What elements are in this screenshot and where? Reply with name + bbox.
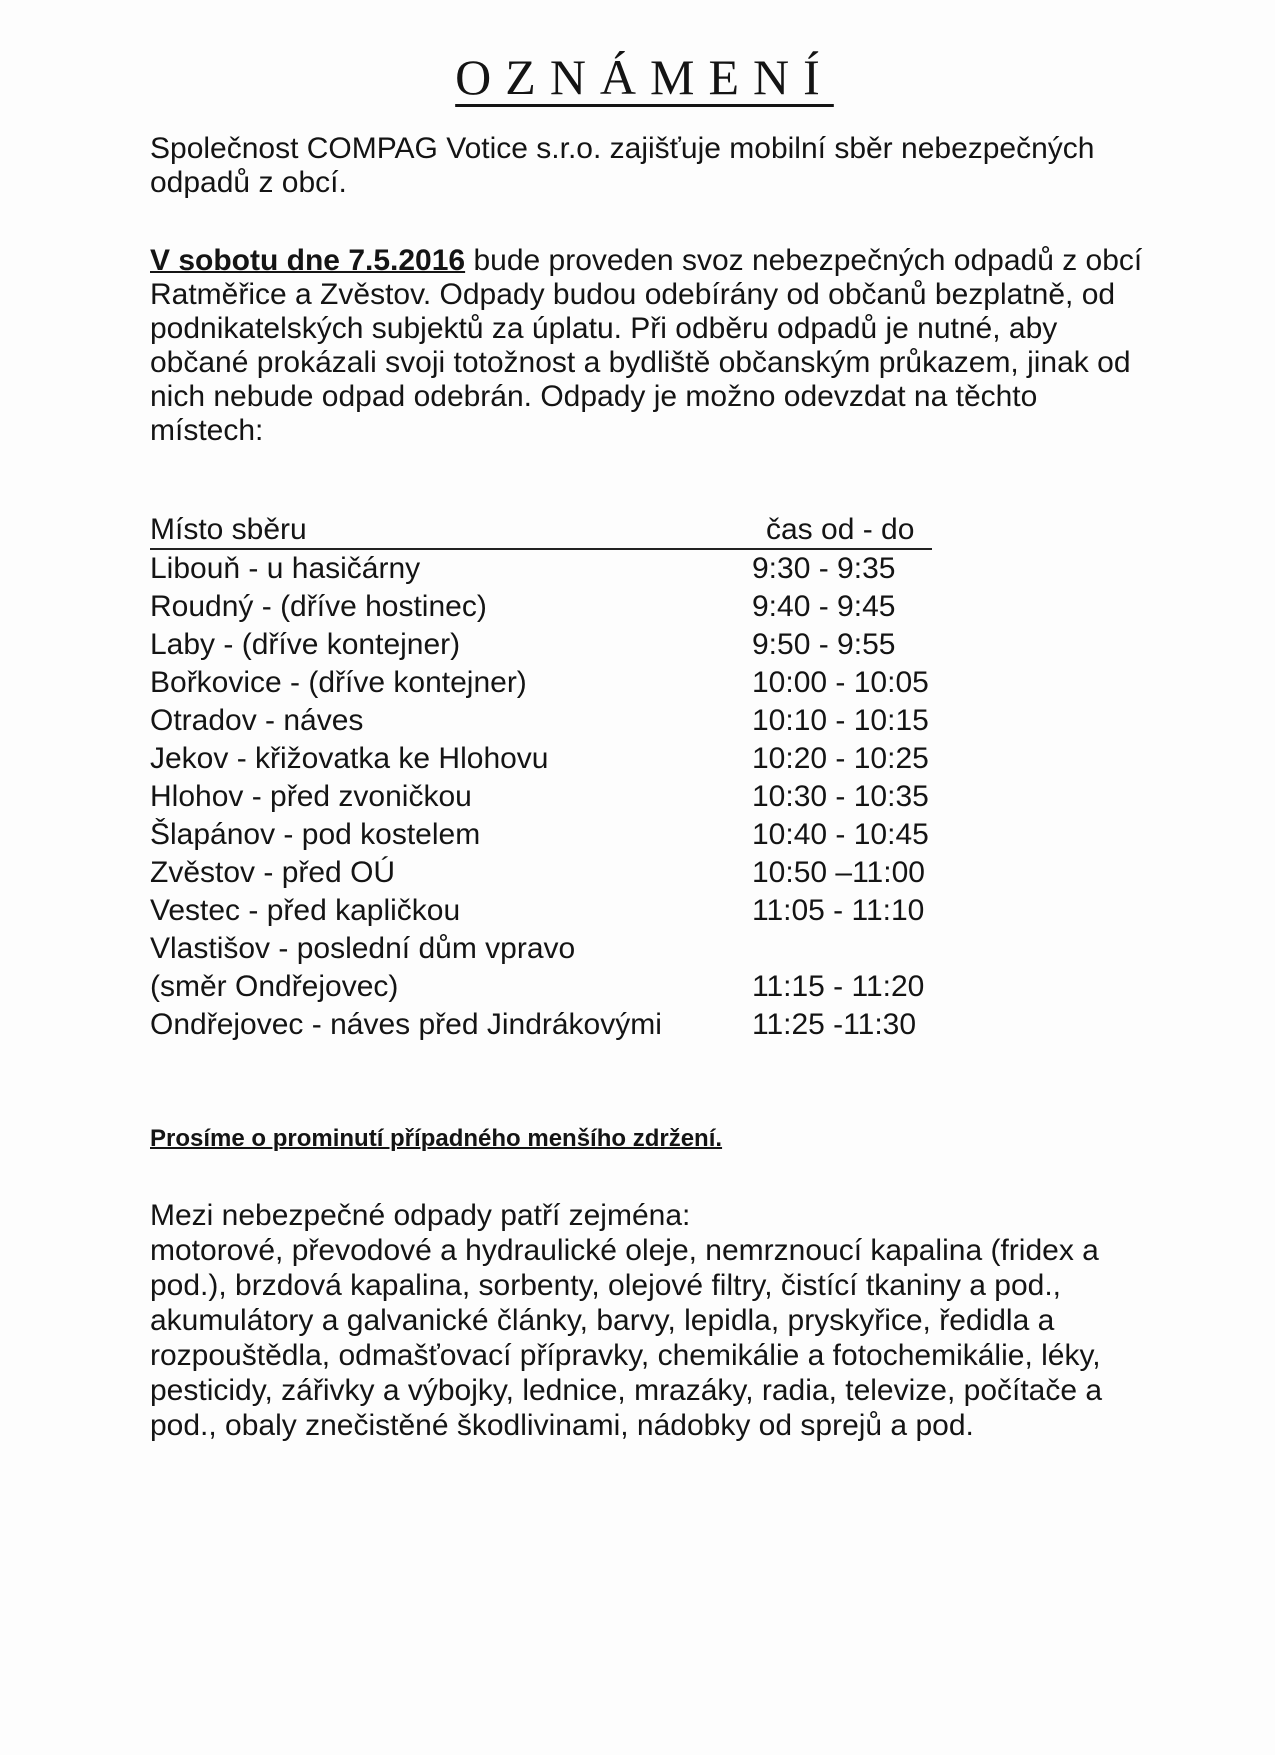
schedule-header-time: čas od - do bbox=[766, 513, 915, 546]
schedule-time: 10:10 - 10:15 bbox=[752, 704, 929, 737]
collection-schedule-table bbox=[150, 512, 1000, 1044]
schedule-location: Šlapánov - pod kostelem bbox=[150, 818, 481, 851]
schedule-time: 9:30 - 9:35 bbox=[752, 552, 896, 585]
hazardous-waste-section bbox=[150, 1198, 1150, 1443]
hazardous-waste-heading: Mezi nebezpečné odpady patří zejména: bbox=[150, 1199, 691, 1232]
announcement-text: bude proveden svoz nebezpečných odpadů z obcí Ratměřice a Zvěstov. Odpady budou odebírány od občanů bezplatně, od podnikatelských subjektů za úplatu. Při odběru odpadů je nutné, aby občané prokázali svoji totožnost a bydliště občanským průkazem, jinak od nich nebude odpad odebrán. Odpady je možno odevzdat na těchto místech: bbox=[150, 244, 1143, 447]
hazardous-waste-list: motorové, převodové a hydraulické oleje, nemrznoucí kapalina (fridex a pod.), brzdová kapalina, sorbenty, olejové filtry, čistící tkaniny a pod., akumulátory a galvanické články, barvy, lepidla, pryskyřice, ředidla a rozpouštědla, odmašťovací přípravky, chemikálie a fotochemikálie, léky, pesticidy, zářivky a výbojky, lednice, mrazáky, radia, televize, počítače a pod., obaly znečistěné škodlivinami, nádobky od sprejů a pod. bbox=[150, 1234, 1103, 1442]
schedule-location: Roudný - (dříve hostinec) bbox=[150, 590, 487, 623]
schedule-row bbox=[150, 1006, 1000, 1044]
schedule-location: Otradov - náves bbox=[150, 704, 364, 737]
schedule-time: 10:40 - 10:45 bbox=[752, 818, 929, 851]
schedule-location: Zvěstov - před OÚ bbox=[150, 856, 396, 889]
schedule-row bbox=[150, 968, 1000, 1006]
schedule-time: 11:05 - 11:10 bbox=[752, 894, 925, 927]
schedule-location: Ondřejovec - náves před Jindrákovými bbox=[150, 1008, 662, 1041]
schedule-time: 9:50 - 9:55 bbox=[752, 628, 896, 661]
schedule-row bbox=[150, 626, 1000, 664]
schedule-row bbox=[150, 816, 1000, 854]
schedule-location: Vlastišov - poslední dům vpravo bbox=[150, 932, 576, 965]
schedule-header-row bbox=[150, 512, 932, 550]
schedule-row bbox=[150, 588, 1000, 626]
schedule-location: (směr Ondřejovec) bbox=[150, 970, 399, 1003]
schedule-time: 11:25 -11:30 bbox=[752, 1008, 917, 1041]
schedule-time: 10:00 - 10:05 bbox=[752, 666, 929, 699]
schedule-location: Laby - (dříve kontejner) bbox=[150, 628, 461, 661]
schedule-time: 11:15 - 11:20 bbox=[752, 970, 925, 1003]
schedule-location: Jekov - křižovatka ke Hlohovu bbox=[150, 742, 549, 775]
schedule-time: 10:50 –11:00 bbox=[752, 856, 925, 889]
apology-note: Prosíme o prominutí případného menšího zdržení. bbox=[150, 1125, 723, 1152]
announcement-paragraph bbox=[150, 244, 1150, 448]
schedule-row bbox=[150, 930, 1000, 968]
schedule-row bbox=[150, 892, 1000, 930]
intro-paragraph: Společnost COMPAG Votice s.r.o. zajišťuje mobilní sběr nebezpečných odpadů z obcí. bbox=[150, 132, 1095, 199]
schedule-row bbox=[150, 702, 1000, 740]
announcement-date: V sobotu dne 7.5.2016 bbox=[150, 244, 466, 277]
schedule-time: 10:20 - 10:25 bbox=[752, 742, 929, 775]
schedule-row bbox=[150, 550, 1000, 588]
page-title bbox=[0, 49, 1275, 105]
schedule-row bbox=[150, 854, 1000, 892]
schedule-row bbox=[150, 664, 1000, 702]
page-title-text: OZNÁMENÍ bbox=[455, 49, 834, 105]
schedule-time: 10:30 - 10:35 bbox=[752, 780, 929, 813]
schedule-header-location: Místo sběru bbox=[150, 513, 307, 546]
schedule-row bbox=[150, 778, 1000, 816]
schedule-time: 9:40 - 9:45 bbox=[752, 590, 896, 623]
schedule-location: Vestec - před kapličkou bbox=[150, 894, 461, 927]
schedule-row bbox=[150, 740, 1000, 778]
schedule-location: Libouň - u hasičárny bbox=[150, 552, 421, 585]
schedule-location: Hlohov - před zvoničkou bbox=[150, 780, 472, 813]
schedule-location: Bořkovice - (dříve kontejner) bbox=[150, 666, 527, 699]
